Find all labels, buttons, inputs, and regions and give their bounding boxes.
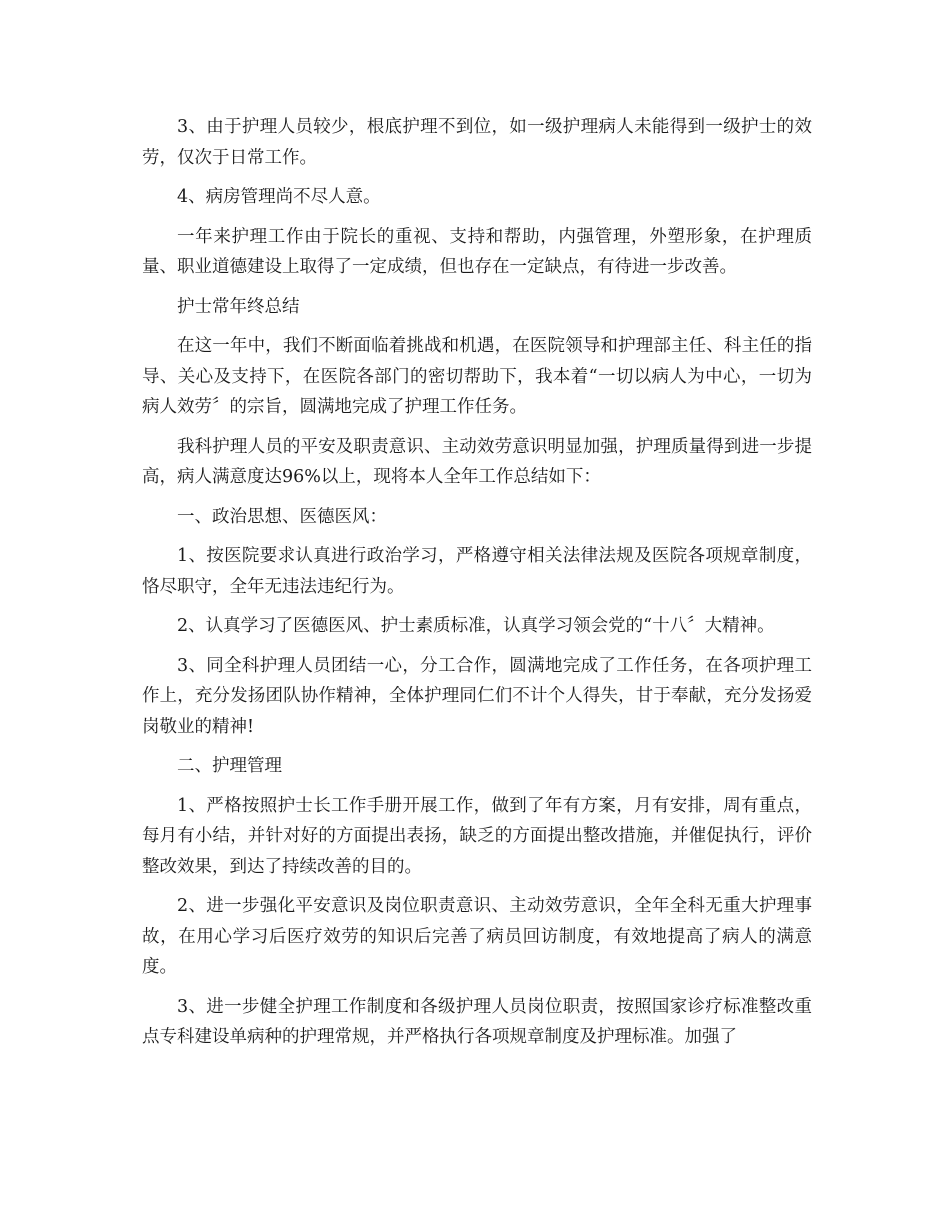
paragraph-satisfaction: 我科护理人员的平安及职责意识、主动效劳意识明显加强，护理质量得到进一步提高，病人满意度达96%以上，现将本人全年工作总结如下： [142,436,812,487]
paragraph-year-summary: 一年来护理工作由于院长的重视、支持和帮助，内强管理，外塑形象，在护理质量、职业道德建设上取得了一定成绩，但也存在一定缺点，有待进一步改善。 [142,226,812,277]
heading-politics-ethics: 一、政治思想、医德医风： [177,506,387,527]
section-title: 护士常年终总结 [177,296,300,317]
paragraph-intro: 在这一年中，我们不断面临着挑战和机遇，在医院领导和护理部主任、科主任的指导、关心及支持下，在医院各部门的密切帮助下，我本着“一切以病人为中心，一切为病人效劳〞的宗旨，圆满地完成了护理工作任务。 [142,336,812,417]
paragraph-politics-item-2: 2、认真学习了医德医风、护士素质标准，认真学习领会党的“十八〞大精神。 [177,616,775,636]
paragraph-politics-item-3: 3、同全科护理人员团结一心，分工合作，圆满地完成了工作任务，在各项护理工作上，充分发扬团队协作精神，全体护理同仁们不计个人得失，甘于奉献，充分发扬爱岗敬业的精神! [142,655,812,737]
paragraph-item-3-nursing-shortage: 3、由于护理人员较少，根底护理不到位，如一级护理病人未能得到一级护士的效劳，仅次于日常工作。 [142,117,812,168]
paragraph-management-item-3: 3、进一步健全护理工作制度和各级护理人员岗位职责，按照国家诊疗标准整改重点专科建设单病种的护理常规，并严格执行各项规章制度及护理标准。加强了 [142,996,812,1047]
document-body [142,112,812,1062]
paragraph-politics-item-1: 1、按医院要求认真进行政治学习，严格遵守相关法律法规及医院各项规章制度，恪尽职守，全年无违法违纪行为。 [142,546,812,597]
heading-nursing-management: 二、护理管理 [177,756,282,776]
paragraph-management-item-2: 2、进一步强化平安意识及岗位职责意识、主动效劳意识，全年全科无重大护理事故，在用心学习后医疗效劳的知识后完善了病员回访制度，有效地提高了病人的满意度。 [142,896,812,977]
paragraph-management-item-1: 1、严格按照护士长工作手册开展工作，做到了年有方案，月有安排，周有重点，每月有小结，并针对好的方面提出表扬，缺乏的方面提出整改措施，并催促执行，评价整改效果，到达了持续改善的目的。 [142,795,812,877]
paragraph-item-4-ward-management: 4、病房管理尚不尽人意。 [177,187,381,207]
